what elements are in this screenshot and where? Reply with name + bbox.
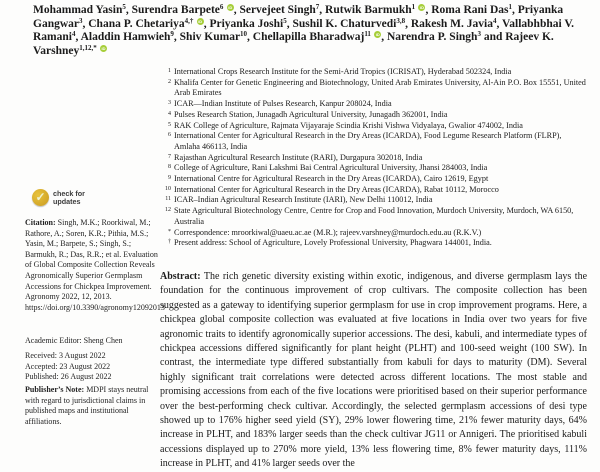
author-affiliation-sup: 6 [219, 3, 224, 11]
abstract [160, 270, 587, 472]
affiliation-marker: 12 [165, 207, 171, 214]
author-name: Roma Rani Das [431, 4, 509, 16]
citation-text: Singh, M.K.; Roorkiwal, M.; Rathore, A.; Soren, K.R.; Pithia, M.S.; Yasin, M.; Barpete, S.; Singh, S.; Barmukh, R.; Das, R.R.; et al. Evaluation of Global Composite Collection Reveals Agronomically Superior Germplasm Accessions for Chickpea Improvement. Agronomy 2022, 12, 2013. https://doi.org/10.3390/agronomy12092013 [25, 218, 165, 312]
author-affiliation-sup: 4,† [184, 16, 194, 25]
affiliation-row [160, 78, 588, 99]
affiliation-text: Present address: School of Agriculture, Lovely Professional University, Phagwara 144001, India. [174, 238, 492, 248]
publisher-note-text: MDPI stays neutral with regard to jurisdictional claims in published maps and institutional affiliations. [25, 385, 149, 426]
orcid-icon[interactable]: iD [101, 45, 106, 51]
author-name: Vallabhbhai V. Ramani [33, 17, 575, 44]
author-affiliation-sup: 5 [283, 16, 287, 25]
publisher-note [25, 385, 158, 427]
history-dates [25, 351, 158, 383]
affiliation-row [160, 121, 588, 132]
check-badge-line1: check for [53, 188, 85, 198]
author-name: Narendra P. Singh [387, 31, 478, 44]
affiliation-text: International Center for Agricultural Research in the Dry Areas (ICARDA), Food Legume Research Platform (FLRP), Amlaha 466113, India [174, 131, 562, 151]
author-name: Chellapilla Bharadwaj [252, 31, 365, 44]
affiliation-row [160, 238, 588, 249]
author-affiliation-sup: 1 [508, 3, 513, 11]
affiliation-marker: 11 [165, 196, 171, 203]
check-badge-line2: updates [53, 196, 81, 206]
affiliation-row [160, 163, 588, 174]
author-affiliation-sup: 1 [411, 3, 416, 11]
affiliation-text: ICAR–Indian Agricultural Research Institute (IARI), New Delhi 110012, India [174, 195, 433, 205]
author-affiliation-sup: 3,8 [396, 16, 406, 25]
abstract-text: The rich genetic diversity existing within exotic, indigenous, and diverse germplasm lays the foundation for the continuous improvement of crop cultivars. The composite collection has been suggested as a gateway to identifying superior germplasm for use in crop improvement programs. Here, a chickpea global composite collection was evaluated at five locations in India over two years for five agronomic traits to identify agronomically superior accessions. The desi, kabuli, and intermediate types of chickpea accessions differed significantly for plant height (PLHT) and 100-seed weight (100 SW). In contrast, the intermediate type differed substantially from kabuli for days to maturity (DM). Several highly significant trait correlations were detected across different locations. The most stable and promising accessions from each of the five locations were prioritised based on their superior performance over the best-performing check cultivar. Accordingly, the selected germplasm accessions of desi type showed up to 176% higher seed yield (SY), 29% lower flowering time, 21% fewer maturity days, 64% increase in PLHT, and 183% larger seeds than the check cultivar JG11 or Annigeri. The prioritised kabuli accessions displayed up to 270% more yield, 13% less flowering time, 8% fewer maturity days, 111% increase in PLHT, and 41% larger seeds over the [160, 271, 588, 470]
affiliation-text: Rajasthan Agricultural Research Institute (RARI), Durgapura 302018, India [174, 152, 423, 162]
author-name: Priyanka Gangwar [33, 4, 564, 30]
affiliation-text: State Agricultural Biotechnology Centre, Centre for Crop and Food Innovation, Murdoch University, Murdoch, WA 6150, Australia [174, 206, 574, 226]
author-list: Mohammad Yasin$^5$, Surendra Barpete$^6$ iD , Servejeet Singh$^7$, Rutwik Barmukh$^1$ iD , Roma Rani Das$^1$, Priyanka Gangwar$^3$, Chana P. Chetariya$^{4,\dagger}$ iD , Priyanka Joshi$^5$, Sushil K. Chaturvedi$^{3,8}$, Rakesh M. Javia$^4$, Vallabhbhai V. Ramani$^4$, Aladdin Hamwieh$^9$, Shiv Kumar$^{10}$, Chellapilla Bharadwaj$^{11}$ iD , Narendra P. Singh$^3$ and Rajeev K. Varshney$^{1,12,*}$ iD [33, 3, 575, 57]
crossmark-check-icon[interactable]: ✓ [32, 189, 49, 206]
affiliation-marker: 8 [168, 164, 171, 171]
affiliation-row [160, 195, 588, 206]
affiliation-text: Khalifa Center for Genetic Engineering and Biotechnology, United Arab Emirates University, Al-Ain P.O. Box 15551, United Arab Emirates [174, 77, 586, 98]
author-name: Aladdin Hamwieh [80, 31, 171, 44]
author-name: Shiv Kumar [179, 31, 241, 44]
affiliation-text: Pulses Research Station, Junagadh Agricultural University, Junagadh 362001, India [174, 109, 448, 119]
affiliation-marker: † [168, 239, 171, 246]
affiliation-marker: 10 [165, 185, 171, 192]
affiliation-marker: 5 [168, 121, 171, 128]
affiliation-row [160, 174, 588, 185]
citation-label: Citation: [25, 218, 56, 227]
orcid-icon[interactable]: iD [375, 32, 380, 38]
affiliation-row [160, 153, 588, 164]
orcid-icon[interactable]: iD [228, 5, 233, 10]
affiliation-marker: 4 [168, 110, 171, 117]
author-affiliation-sup: 11 [364, 30, 371, 39]
affiliation-text: RAK College of Agriculture, Rajmata Vijayaraje Scindia Krishi Vishwa Vidyalaya, Gwalior 474002, India [174, 120, 523, 130]
affiliation-row [160, 110, 588, 121]
affiliation-marker: 2 [168, 78, 171, 85]
author-affiliation-sup: 1,12,* [79, 43, 97, 52]
affiliation-row [160, 228, 588, 239]
affiliation-row [160, 99, 588, 110]
author-affiliation-sup: 5 [122, 3, 126, 11]
affiliation-row [160, 206, 588, 227]
author-affiliation-sup: 3 [79, 16, 83, 25]
affiliation-text: ICAR—Indian Institute of Pulses Research, Kanpur 208024, India [174, 99, 392, 109]
affiliation-text: International Centre for Agricultural Research in the Dry Areas (ICARDA), Cairo 12619, Egypt [174, 174, 489, 184]
publisher-note-label: Publisher’s Note: [25, 385, 85, 394]
affiliation-row [160, 131, 588, 152]
author-name: Surendra Barpete [131, 4, 220, 16]
affiliation-marker: 3 [168, 100, 171, 107]
author-name: Rutwik Barmukh [325, 4, 412, 16]
affiliation-marker: 7 [168, 153, 171, 160]
author-affiliation-sup: 3 [477, 30, 481, 39]
affiliation-text: International Crops Research Institute for the Semi-Arid Tropics (ICRISAT), Hyderabad 502324, India [174, 67, 512, 76]
author-name: Priyanka Joshi [209, 17, 284, 30]
affiliation-text: International Center for Agricultural Research in the Dry Areas (ICARDA), Rabat 10112, Morocco [174, 184, 499, 194]
affiliation-row [160, 67, 588, 78]
check-for-updates-badge[interactable] [32, 189, 142, 206]
author-affiliation-sup: 10 [240, 30, 248, 39]
abstract-label: Abstract: [160, 271, 201, 282]
affiliation-list [160, 67, 588, 249]
academic-editor: Academic Editor: Sheng Chen [25, 336, 123, 345]
affiliation-marker: * [168, 228, 171, 235]
author-name: Servejeet Singh [239, 4, 316, 16]
check-for-updates-label[interactable] [53, 190, 85, 205]
affiliation-text: College of Agriculture, Rani Lakshmi Bai Central Agricultural University, Jhansi 284003, India [174, 163, 488, 173]
author-affiliation-sup: 9 [170, 30, 174, 39]
author-name: Rakesh M. Javia [410, 17, 493, 30]
orcid-icon[interactable]: iD [419, 5, 424, 10]
affiliation-row [160, 185, 588, 196]
author-name: Sushil K. Chaturvedi [292, 17, 397, 30]
affiliation-marker: 9 [168, 175, 171, 182]
author-name: Chana P. Chetariya [88, 17, 185, 30]
author-affiliation-sup: 4 [71, 30, 76, 39]
author-affiliation-sup: 7 [315, 3, 320, 11]
orcid-icon[interactable]: iD [198, 18, 203, 24]
author-name: and Rajeev K. Varshney [33, 31, 554, 57]
author-name: Mohammad Yasin [33, 4, 123, 16]
citation-block [25, 218, 165, 313]
author-affiliation-sup: 4 [492, 16, 497, 25]
affiliation-marker: 6 [168, 132, 171, 139]
affiliation-text: Correspondence: mroorkiwal@uaeu.ac.ae (M.R.); rajeev.varshney@murdoch.edu.au (R.K.V.) [174, 227, 482, 237]
published-date: Published: 26 August 2022 [25, 372, 112, 382]
affiliation-marker: 1 [168, 68, 171, 74]
received-date: Received: 3 August 2022 [25, 351, 106, 360]
accepted-date: Accepted: 23 August 2022 [25, 361, 111, 371]
